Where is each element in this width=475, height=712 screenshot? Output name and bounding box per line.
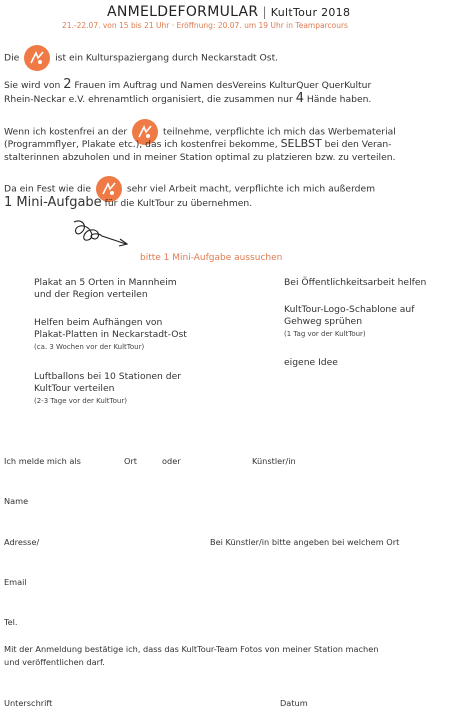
title-separator: | [262, 5, 267, 19]
option-note: (2-3 Tage vor der KultTour) [34, 397, 127, 405]
intro-text: sehr viel Arbeit macht, verpflichte ich mich außerdem [126, 183, 376, 195]
intro-line-5 [4, 137, 392, 152]
consent-line-2: und veröffentlichen darf. [4, 657, 105, 667]
intro-line-1 [4, 45, 278, 71]
mini-task-heading: 1 Mini-Aufgabe [4, 195, 102, 210]
subtitle: KultTour 2018 [270, 6, 351, 19]
option-line: Plakat-Platten in Neckarstadt-Ost [34, 329, 187, 340]
number-four: 4 [295, 91, 304, 106]
task-option-posters[interactable] [34, 277, 177, 301]
task-option-poster-boards[interactable] [34, 317, 187, 353]
choose-task-label: bitte 1 Mini-Aufgabe aussuchen [140, 253, 283, 263]
kulttour-logo-icon [24, 45, 50, 71]
address-hint: Bei Künstler/in bitte angeben bei welchem Ort [210, 537, 400, 547]
task-option-balloons[interactable] [34, 371, 181, 407]
intro-text: ist ein Kulturspaziergang durch Neckarstadt Ost. [55, 52, 279, 64]
title-text: ANMELDEFORMULAR [107, 4, 259, 20]
address-field[interactable]: Adresse/ [4, 537, 40, 547]
intro-text: Rhein-Neckar e.V. ehrenamtlich organisiert, die zusammen nur [4, 94, 293, 105]
task-option-pr[interactable] [284, 277, 426, 289]
form-title [107, 4, 350, 20]
intro-line-8 [4, 196, 252, 211]
task-option-stencil[interactable] [284, 304, 414, 340]
intro-text: Sie wird von [4, 80, 61, 91]
name-field[interactable]: Name [4, 496, 29, 506]
signature-field[interactable]: Unterschrift [4, 698, 53, 708]
scribble-arrow-icon [68, 216, 132, 248]
number-two: 2 [63, 77, 72, 92]
option-line: Bei Öffentlichkeitsarbeit helfen [284, 277, 427, 288]
option-oder: oder [162, 456, 181, 466]
intro-text: teilnehme, verpflichte ich mich das Werbematerial [163, 126, 396, 138]
event-dates: 21.-22.07. von 15 bis 21 Uhr · Eröffnung: 20.07. um 19 Uhr in Teamparcours [62, 21, 348, 30]
option-line: KultTour verteilen [34, 383, 115, 394]
intro-line-2 [4, 78, 371, 93]
intro-text: Die [4, 52, 20, 64]
consent-line-1: Mit der Anmeldung bestätige ich, dass das KultTour-Team Fotos von meiner Station machen [4, 644, 379, 654]
intro-line-6: stalterinnen abzuholen und in meiner Station optimal zu platzieren bzw. zu verteilen. [4, 152, 396, 163]
date-field[interactable]: Datum [280, 698, 308, 708]
option-kuenstler[interactable]: Künstler/in [252, 456, 296, 466]
intro-line-3 [4, 92, 371, 107]
option-line: Gehweg sprühen [284, 316, 363, 327]
emphasis-selbst: SELBST [280, 137, 322, 150]
option-line: Luftballons bei 10 Stationen der [34, 371, 182, 382]
option-line: Helfen beim Aufhängen von [34, 317, 163, 328]
option-line: eigene Idee [284, 357, 338, 368]
email-field[interactable]: Email [4, 577, 27, 587]
option-note: (ca. 3 Wochen vor der KultTour) [34, 343, 145, 351]
intro-text: für die KultTour zu übernehmen. [104, 198, 253, 209]
intro-text: Hände haben. [306, 94, 372, 105]
option-line: KultTour-Logo-Schablone auf [284, 304, 415, 315]
phone-field[interactable]: Tel. [4, 617, 18, 627]
option-ort[interactable]: Ort [124, 456, 138, 466]
option-line: und der Region verteilen [34, 289, 148, 300]
intro-text: (Programmflyer, Plakate etc.), das ich kostenfrei bekomme, [4, 139, 278, 150]
task-option-own-idea[interactable] [284, 357, 338, 369]
register-as-label: Ich melde mich als [4, 456, 81, 466]
intro-text: bei den Veran- [324, 139, 392, 150]
intro-text: Wenn ich kostenfrei an der [4, 126, 128, 138]
option-note: (1 Tag vor der KultTour) [284, 330, 366, 338]
option-line: Plakat an 5 Orten in Mannheim [34, 277, 177, 288]
intro-text: Da ein Fest wie die [4, 183, 91, 195]
intro-text: Frauen im Auftrag und Namen desVereins KulturQuer QuerKultur [74, 80, 372, 91]
